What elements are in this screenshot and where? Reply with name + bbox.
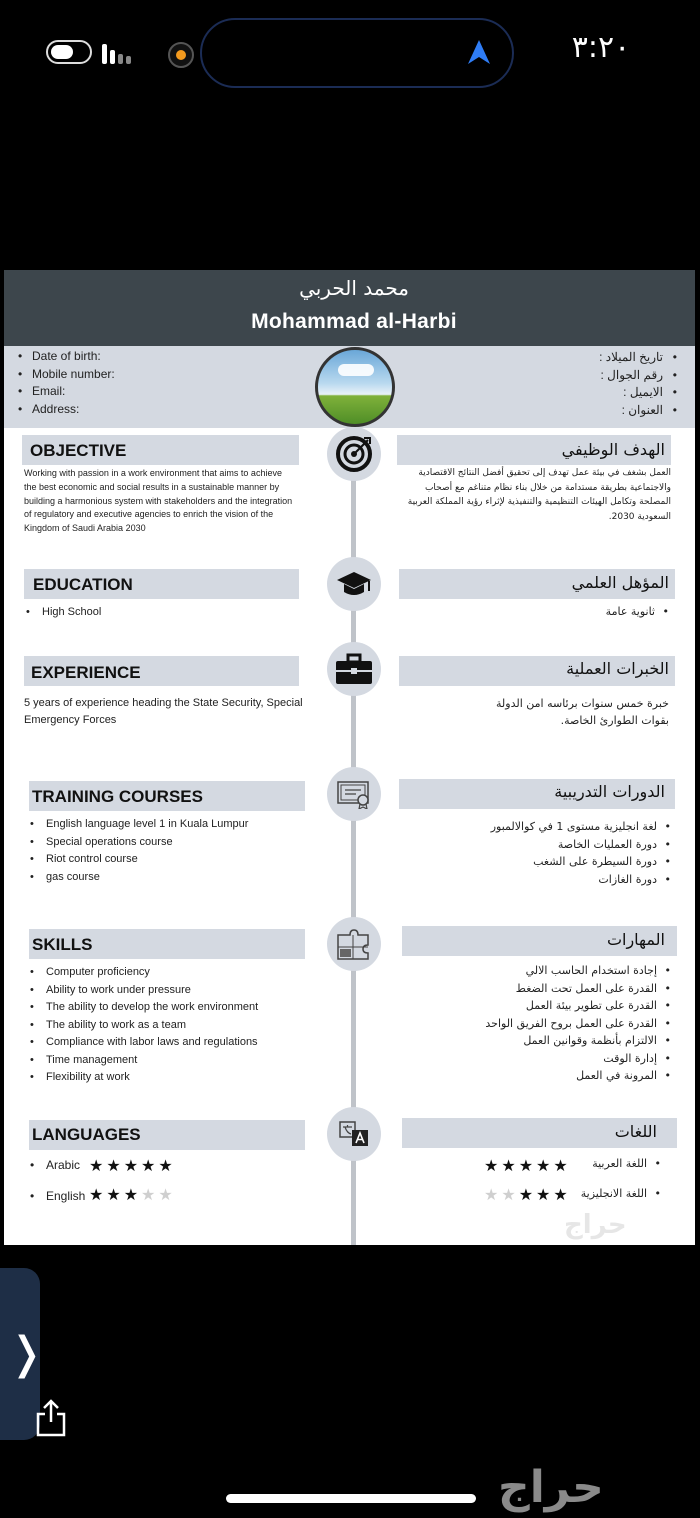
contact-item: • العنوان :: [599, 402, 677, 420]
rating-star: ★: [106, 1185, 124, 1204]
language-arabic-rating-en: [89, 1156, 176, 1175]
target-icon: [334, 434, 374, 474]
signal-icon: [102, 44, 136, 64]
rating-star: ★: [484, 1156, 502, 1175]
resume-document[interactable]: [4, 270, 695, 1245]
language-english-rating-en: [89, 1185, 176, 1204]
list-item: • gas course: [24, 869, 248, 887]
training-title-ar: الدورات التدريبية: [554, 782, 665, 801]
education-title-ar: المؤهل العلمي: [571, 573, 669, 592]
language-name: • English: [24, 1189, 85, 1203]
training-icon-circle: [327, 767, 381, 821]
list-item: • المرونة في العمل: [485, 1067, 675, 1085]
rating-star: ★: [158, 1156, 176, 1175]
list-item: • English language level 1 in Kuala Lumpur: [24, 816, 248, 834]
status-bar: [0, 0, 700, 100]
rating-star: ★: [89, 1156, 107, 1175]
training-title-en: TRAINING COURSES: [32, 787, 203, 806]
rating-star: ★: [141, 1156, 159, 1175]
education-list-ar: [606, 603, 673, 620]
privacy-indicator-icon: [168, 42, 194, 68]
list-item: • The ability to work as a team: [24, 1017, 258, 1035]
list-item: • Flexibility at work: [24, 1069, 258, 1087]
translate-icon: [338, 1119, 370, 1149]
objective-title-ar: الهدف الوظيفي: [561, 440, 665, 459]
skills-list-en: [24, 964, 258, 1087]
list-item: • إجادة استخدام الحاسب الالي: [485, 962, 675, 980]
list-item: • القدرة على العمل بروح الفريق الواحد: [485, 1015, 675, 1033]
skills-list-ar: [485, 962, 675, 1085]
list-item: • Time management: [24, 1052, 258, 1070]
experience-text-ar-1: خبرة خمس سنوات برئاسه امن الدولة: [496, 697, 669, 710]
rating-star: ★: [123, 1185, 142, 1204]
list-item: • لغة انجليزية مستوى 1 في كوالالمبور: [491, 818, 675, 836]
list-item: • High School: [20, 604, 101, 621]
document-watermark: حراج: [564, 1210, 627, 1240]
list-item: • The ability to develop the work environment: [24, 999, 258, 1017]
rating-star: ★: [123, 1156, 142, 1175]
list-item: • إدارة الوقت: [485, 1050, 675, 1068]
objective-title-en: OBJECTIVE: [30, 441, 127, 460]
home-indicator[interactable]: [226, 1494, 476, 1503]
skills-icon-circle: [327, 917, 381, 971]
list-item: • Ability to work under pressure: [24, 982, 258, 1000]
language-name: • Arabic: [24, 1158, 80, 1172]
languages-title-en: LANGUAGES: [32, 1125, 141, 1144]
list-item: • القدرة على تطوير بيئة العمل: [485, 997, 675, 1015]
profile-photo: [315, 347, 395, 427]
experience-title-ar: الخبرات العملية: [566, 659, 669, 678]
contact-item: • الايميل :: [599, 384, 677, 402]
list-item: • Computer proficiency: [24, 964, 258, 982]
contact-item: • Email:: [18, 383, 115, 401]
name-arabic: محمد الحربي: [299, 276, 409, 300]
objective-text-en: Working with passion in a work environment that aims to achieve the best economic and social results in a sustainable manner by building a harmonious system with stakeholders and the integration of regulatory and executive agencies to enrich the vision of the Kingdom of Saudi Arabia 2030: [24, 468, 293, 534]
name-english: Mohammad al-Harbi: [251, 310, 457, 333]
list-item: • القدرة على العمل تحت الضغط: [485, 980, 675, 998]
resume-header: [4, 270, 695, 346]
languages-title-ar: اللغات: [614, 1122, 657, 1141]
education-icon-circle: [327, 557, 381, 611]
navigation-arrow-icon: [466, 38, 492, 66]
training-list-ar: [491, 818, 675, 888]
language-english-rating-ar: [484, 1185, 571, 1204]
experience-text-ar-2: بقوات الطوارئ الخاصة.: [560, 714, 669, 727]
language-name: • اللغة الانجليزية: [581, 1187, 665, 1200]
rating-star: ★: [536, 1185, 554, 1204]
puzzle-icon: [336, 927, 372, 961]
list-item: • ثانوية عامة: [606, 603, 673, 620]
contact-item: • Mobile number:: [18, 366, 115, 384]
skills-title-ar: المهارات: [606, 930, 665, 949]
language-english-en: [24, 1189, 85, 1203]
rating-star: ★: [106, 1156, 124, 1175]
experience-title-en: EXPERIENCE: [31, 663, 141, 682]
contact-item: • تاريخ الميلاد :: [599, 349, 677, 367]
training-list-en: [24, 816, 248, 886]
contact-item: • Address:: [18, 401, 115, 419]
list-item: • Riot control course: [24, 851, 248, 869]
education-title-en: EDUCATION: [33, 575, 133, 594]
language-arabic-rating-ar: [484, 1156, 571, 1175]
rating-star: ★: [484, 1185, 502, 1204]
contact-item: • رقم الجوال :: [599, 367, 677, 385]
rating-star: ★: [501, 1156, 519, 1175]
skills-title-en: SKILLS: [32, 935, 93, 954]
rating-star: ★: [518, 1156, 537, 1175]
language-english-ar: [581, 1187, 665, 1200]
graduation-cap-icon: [336, 569, 372, 599]
rating-star: ★: [501, 1185, 519, 1204]
contact-item: • Date of birth:: [18, 348, 115, 366]
rating-star: ★: [89, 1185, 107, 1204]
contact-list-english: [18, 348, 115, 418]
certificate-icon: [336, 779, 372, 809]
rating-star: ★: [141, 1185, 159, 1204]
rating-star: ★: [518, 1185, 537, 1204]
language-name: • اللغة العربية: [592, 1157, 665, 1170]
education-list-en: [20, 604, 101, 621]
battery-icon: [46, 40, 92, 64]
experience-icon-circle: [327, 642, 381, 696]
share-icon[interactable]: [34, 1398, 68, 1438]
watermark-logo: حراج: [498, 1462, 604, 1513]
list-item: • دورة السيطرة على الشغب: [491, 853, 675, 871]
list-item: • الالتزام بأنظمة وقوانين العمل: [485, 1032, 675, 1050]
rating-star: ★: [553, 1156, 571, 1175]
list-item: • دورة العمليات الخاصة: [491, 836, 675, 854]
briefcase-icon: [335, 653, 373, 685]
rating-star: ★: [536, 1156, 554, 1175]
chevron-right-icon[interactable]: ❭: [8, 1328, 45, 1379]
language-arabic-en: [24, 1158, 80, 1172]
list-item: • Special operations course: [24, 834, 248, 852]
list-item: • دورة الغازات: [491, 871, 675, 889]
objective-icon-circle: [327, 427, 381, 481]
objective-text-ar: العمل بشغف في بيئة عمل تهدف إلى تحقيق أفضل النتائج الاقتصادية والاجتماعية بطريقة مستدامة من خلال بناء نظام متناغم مع أصحاب المصلحة وتكامل الهيئات التنظيمية والتنفيذية لإثراء رؤية المملكة العربية السعودية 2030.: [407, 468, 671, 522]
rating-star: ★: [158, 1185, 176, 1204]
experience-text-en: 5 years of experience heading the State Security, Special Emergency Forces: [24, 697, 303, 726]
rating-star: ★: [553, 1185, 571, 1204]
list-item: • Compliance with labor laws and regulations: [24, 1034, 258, 1052]
status-time: ٣:٢٠: [571, 30, 631, 65]
contact-list-arabic: [599, 349, 677, 419]
languages-icon-circle: [327, 1107, 381, 1161]
language-arabic-ar: [592, 1157, 665, 1170]
